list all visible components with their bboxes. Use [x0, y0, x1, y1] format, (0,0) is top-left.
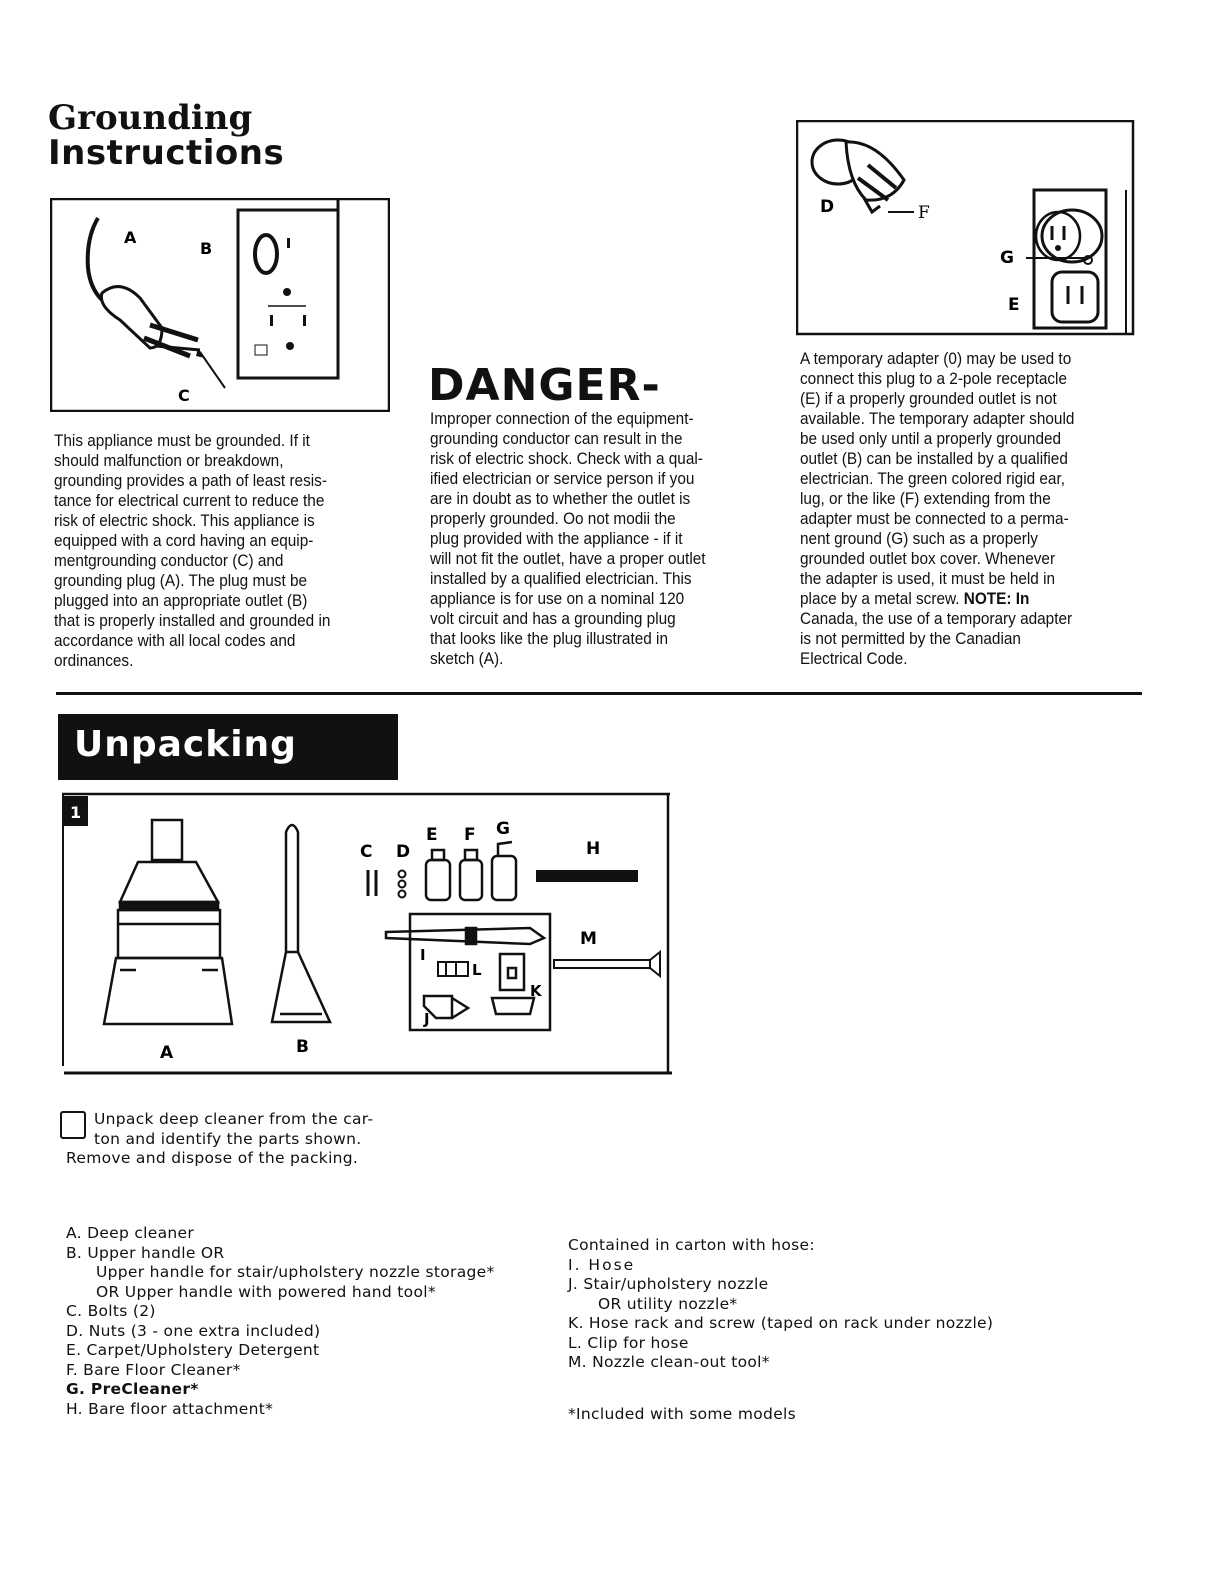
label-d: D — [820, 197, 835, 217]
label-b: B — [200, 239, 213, 258]
unpacking-title: Unpacking — [74, 724, 297, 765]
label-c: C — [178, 386, 190, 405]
part-label-b: B — [296, 1037, 309, 1057]
label-g: G — [1000, 248, 1014, 268]
deep-cleaner-drawing — [104, 820, 232, 1024]
parts-list-right — [568, 1236, 993, 1373]
part-item: I. Hose — [568, 1255, 636, 1274]
unpacking-banner — [58, 714, 398, 780]
part-label-i: I — [420, 946, 426, 964]
grounding-line: risk of electric shock. This appliance is — [54, 512, 315, 530]
adapter-line: nent ground (G) such as a properly — [800, 530, 1038, 548]
label-a: A — [124, 228, 137, 247]
grounding-title-line1: Grounding — [48, 98, 253, 138]
danger-line: installed by a qualified electrician. This — [430, 570, 692, 588]
adapter-line: be used only until a properly grounded — [800, 430, 1062, 448]
grounding-line: should malfunction or breakdown, — [54, 452, 284, 470]
part-item: D. Nuts (3 - one extra included) — [66, 1321, 321, 1340]
part-item: E. Carpet/Upholstery Detergent — [66, 1341, 320, 1359]
footnote: *Included with some models — [568, 1405, 797, 1423]
adapter-paragraph — [800, 349, 1153, 669]
adapter-illustration — [796, 120, 1136, 336]
parts-illustration — [60, 792, 672, 1076]
note-in: In — [1015, 590, 1030, 608]
part-item: M. Nozzle clean-out tool* — [568, 1353, 770, 1371]
adapter-line: electrician. The green colored rigid ear, — [800, 470, 1066, 488]
part-label-l: L — [472, 961, 482, 979]
detergent-bottles-drawing — [426, 842, 516, 900]
part-item: Upper handle for stair/upholstery nozzle storage* — [96, 1263, 495, 1281]
bolts-drawing — [368, 870, 376, 896]
plug-outlet-illustration — [50, 198, 390, 412]
carton-heading: Contained in carton with hose: — [568, 1236, 815, 1254]
part-item: A. Deep cleaner — [66, 1224, 195, 1242]
part-label-d: D — [396, 842, 411, 862]
grounding-line: mentgrounding conductor (C) and — [54, 552, 284, 570]
part-item: L. Clip for hose — [568, 1333, 689, 1352]
adapter-line: the adapter is used, it must be held in — [800, 570, 1056, 588]
parts-figure — [60, 792, 672, 1076]
part-item: K. Hose rack and screw (taped on rack under nozzle) — [568, 1314, 994, 1332]
section-divider — [56, 692, 1142, 695]
adapter-line: grounded outlet box cover. Whenever — [800, 550, 1056, 568]
grounding-line: grounding plug (A). The plug must be — [54, 572, 308, 590]
danger-line: risk of electric shock. Check with a qual- — [430, 450, 703, 468]
adapter-line: lug, or the like (F) extending from the — [800, 490, 1051, 508]
part-label-c: C — [360, 842, 373, 862]
danger-line: appliance is for use on a nominal 120 — [430, 590, 685, 608]
part-item: H. Bare floor attachment* — [66, 1399, 274, 1418]
part-label-k: K — [530, 982, 542, 1000]
grounding-line: ordinances. — [54, 652, 134, 670]
label-f: F — [918, 203, 930, 223]
part-item: C. Bolts (2) — [66, 1302, 156, 1320]
danger-line: properly grounded. Oo not modii the — [430, 510, 676, 528]
grounding-line: grounding provides a path of least resis- — [54, 472, 327, 490]
part-label-e: E — [426, 825, 438, 845]
adapter-line: Electrical Code. — [800, 650, 908, 668]
part-label-f: F — [464, 825, 476, 845]
danger-line: volt circuit and has a grounding plug — [430, 610, 676, 628]
adapter-line: connect this plug to a 2-pole receptacle — [800, 370, 1068, 388]
hose-rack-drawing — [492, 954, 534, 1014]
step-number: 1 — [70, 803, 82, 822]
adapter-line: is not permitted by the Canadian — [800, 630, 1021, 648]
adapter-line: available. The temporary adapter should — [800, 410, 1075, 428]
grounding-paragraph — [54, 431, 398, 671]
danger-line: Improper connection of the equipment- — [430, 410, 694, 428]
part-item: OR Upper handle with powered hand tool* — [96, 1282, 436, 1301]
adapter-line: A temporary adapter (0) may be used to — [800, 350, 1072, 368]
danger-line: sketch (A). — [430, 650, 504, 668]
upper-handle-drawing — [272, 825, 330, 1022]
part-item: G. PreCleaner* — [66, 1380, 199, 1398]
note-label: NOTE: — [963, 590, 1012, 608]
bare-floor-attachment-drawing — [536, 870, 638, 882]
danger-heading: DANGER- — [428, 360, 661, 411]
unpack-instruction-last: Remove and dispose of the packing. — [66, 1149, 359, 1167]
danger-line: that looks like the plug illustrated in — [430, 630, 668, 648]
part-item: J. Stair/upholstery nozzle — [568, 1275, 769, 1293]
clip-drawing — [438, 962, 468, 976]
adapter-figure — [796, 120, 1136, 336]
danger-line: are in doubt as to whether the outlet is — [430, 490, 691, 508]
adapter-line: outlet (B) can be installed by a qualified — [800, 450, 1068, 468]
label-e: E — [1008, 295, 1020, 315]
part-label-a: A — [160, 1043, 174, 1063]
danger-paragraph — [430, 409, 774, 669]
adapter-line: adapter must be connected to a perma- — [800, 510, 1069, 528]
part-item: B. Upper handle OR — [66, 1243, 225, 1262]
nuts-drawing — [399, 871, 406, 898]
nozzle-drawing — [424, 996, 468, 1018]
part-label-j: J — [424, 1010, 430, 1028]
danger-line: ified electrician or service person if you — [430, 470, 695, 488]
grounding-line: equipped with a cord having an equip- — [54, 532, 314, 550]
grounding-plug-figure — [50, 198, 390, 412]
clean-out-tool-drawing — [554, 952, 660, 976]
grounding-line: plugged into an appropriate outlet (B) — [54, 592, 308, 610]
grounding-line: accordance with all local codes and — [54, 632, 296, 650]
adapter-line-text: place by a metal screw. — [800, 590, 960, 608]
parts-list-left — [66, 1224, 495, 1419]
instruction-line: ton and identify the parts shown. — [94, 1129, 362, 1148]
adapter-line: Canada, the use of a temporary adapter — [800, 610, 1073, 628]
part-label-g: G — [496, 819, 510, 839]
instruction-line: Unpack deep cleaner from the car- — [94, 1110, 374, 1128]
part-label-h: H — [586, 839, 601, 859]
part-item: OR utility nozzle* — [598, 1294, 738, 1313]
grounding-line: that is properly installed and grounded in — [54, 612, 331, 630]
danger-line: grounding conductor can result in the — [430, 430, 683, 448]
grounding-line: tance for electrical current to reduce the — [54, 492, 325, 510]
adapter-line-note — [800, 589, 1153, 609]
danger-line: plug provided with the appliance - if it — [430, 530, 683, 548]
grounding-title-line2: Instructions — [48, 133, 285, 173]
danger-line: will not fit the outlet, have a proper outlet — [430, 550, 706, 568]
grounding-line: This appliance must be grounded. If it — [54, 432, 310, 450]
unpack-instruction — [94, 1110, 373, 1149]
part-item: F. Bare Floor Cleaner* — [66, 1360, 241, 1379]
unpack-checkbox[interactable] — [60, 1111, 86, 1139]
adapter-line: (E) if a properly grounded outlet is not — [800, 390, 1057, 408]
part-label-m: M — [580, 929, 597, 949]
